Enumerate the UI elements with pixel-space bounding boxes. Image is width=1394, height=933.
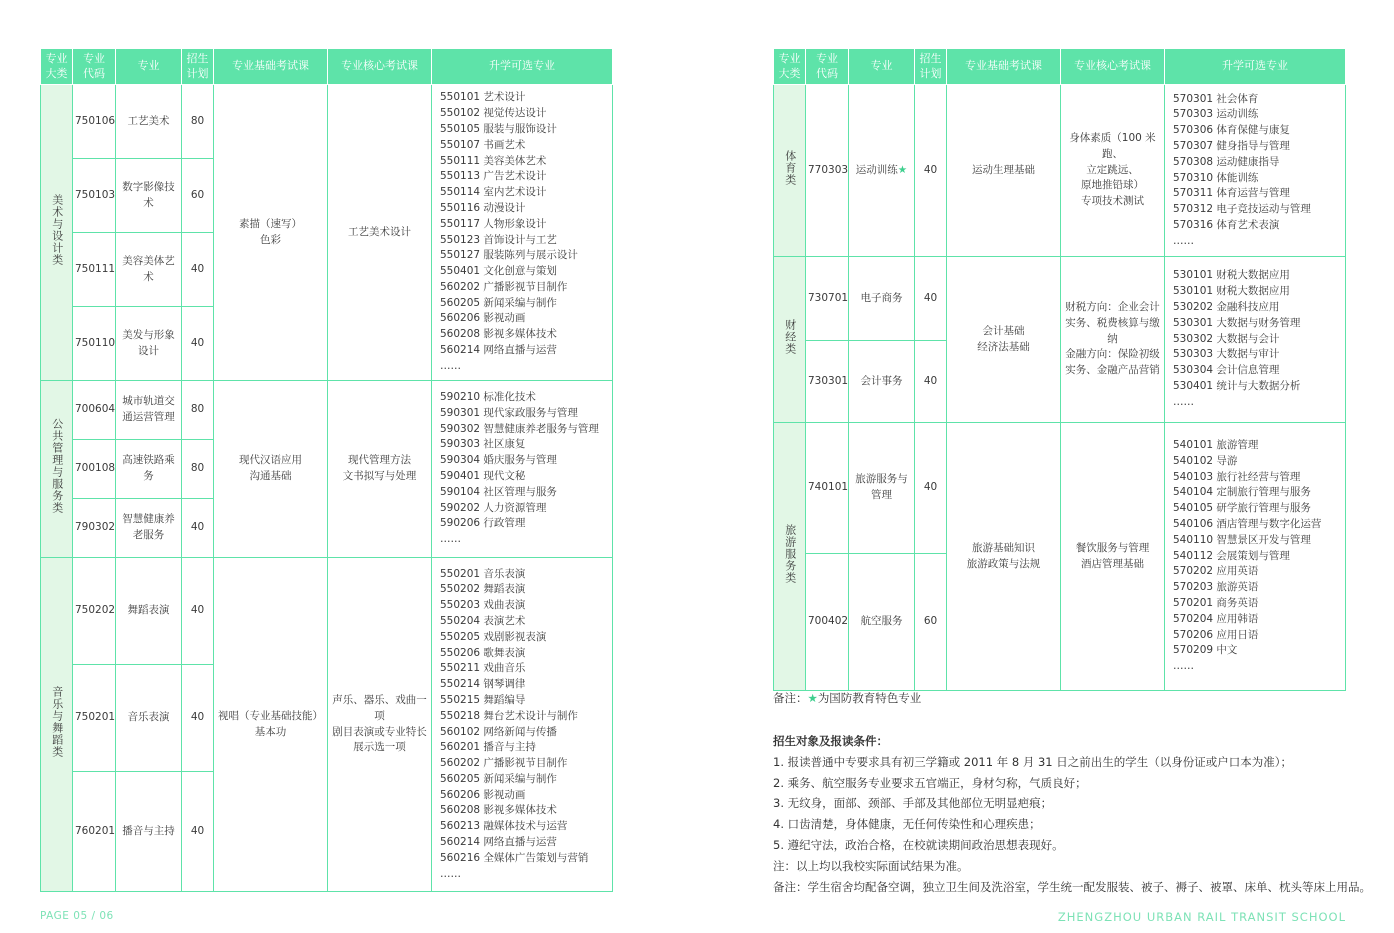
program-item: 560213 融媒体技术与运营: [440, 820, 568, 833]
base-course: 会计基础 经济法基础: [947, 257, 1061, 423]
star-icon: ★: [897, 163, 908, 176]
program-item: 540104 定制旅行管理与服务: [1173, 486, 1311, 499]
program-list: [1165, 85, 1346, 257]
major-code: 730701: [806, 257, 849, 341]
category-cell: [41, 381, 73, 558]
enrollment-plan: 60: [182, 159, 214, 233]
major-name-text: 播音与主持: [122, 824, 175, 837]
page-number: PAGE 05 / 06: [40, 910, 114, 922]
header-code: 专业 代码: [73, 49, 116, 85]
program-item: 570206 应用日语: [1173, 628, 1259, 641]
major-code: 750106: [73, 85, 116, 159]
major-name-text: 工艺美术: [127, 114, 170, 127]
major-name-text: 航空服务: [860, 615, 903, 628]
category-cell: [774, 257, 806, 423]
program-item: 550218 舞台艺术设计与制作: [440, 709, 578, 722]
enrollment-plan: 40: [915, 423, 947, 554]
program-item: 590210 标准化技术: [440, 391, 536, 404]
program-item: 550101 艺术设计: [440, 91, 526, 104]
program-item: 570201 商务英语: [1173, 596, 1259, 609]
program-item: ……: [1173, 234, 1194, 247]
major-code: 750201: [73, 665, 116, 772]
header-category: 专业 大类: [774, 49, 806, 85]
major-name: [116, 381, 182, 440]
major-name-text: 舞蹈表演: [127, 604, 170, 617]
condition-item: 1. 报读普通中专要求具有初三学籍或 2011 年 8 月 31 日之前出生的学生（以身份证或户口本为准）；: [773, 754, 1293, 769]
program-item: 550107 书画艺术: [440, 138, 526, 151]
major-code: 750111: [73, 233, 116, 307]
major-name: [849, 423, 915, 554]
major-name-text: 数字影像技术: [122, 180, 175, 209]
category-cell: [41, 558, 73, 892]
program-item: 550114 室内艺术设计: [440, 186, 547, 199]
program-item: 590206 行政管理: [440, 517, 526, 530]
category-label: 美术与设计类: [50, 193, 64, 266]
program-item: 530202 金融科技应用: [1173, 301, 1280, 313]
major-name: [116, 307, 182, 381]
enrollment-plan: 80: [182, 440, 214, 499]
category-label: 音乐与舞蹈类: [50, 685, 64, 758]
major-name: [116, 233, 182, 307]
program-list: [1165, 257, 1346, 423]
program-item: 560214 网络直播与运营: [440, 836, 557, 849]
program-item: 560202 广播影视节目制作: [440, 757, 568, 770]
program-item: 530304 会计信息管理: [1173, 364, 1280, 377]
program-item: 560201 播音与主持: [440, 741, 536, 754]
enrollment-plan: 40: [915, 257, 947, 341]
program-item: 570202 应用英语: [1173, 565, 1259, 578]
conditions-title: 招生对象及报读条件：: [773, 734, 888, 748]
program-item: 560205 新闻采编与制作: [440, 296, 557, 309]
program-item: 560205 新闻采编与制作: [440, 772, 557, 785]
core-course: 财税方向：企业会计 实务、税费核算与缴纳 金融方向：保险初级 实务、金融产品营销: [1061, 257, 1165, 423]
major-code: 750110: [73, 307, 116, 381]
major-name-text: 会计事务: [860, 374, 903, 387]
program-item: 550401 文化创意与策划: [440, 265, 557, 278]
header-core-course: 专业核心考试课: [1061, 49, 1165, 85]
major-name: [116, 665, 182, 772]
header-base-course: 专业基础考试课: [947, 49, 1061, 85]
program-item: 560206 影视动画: [440, 312, 526, 325]
header-category: 专业 大类: [41, 49, 73, 85]
program-item: 540102 导游: [1173, 454, 1238, 467]
program-item: 570209 中文: [1173, 644, 1238, 657]
program-item: 560216 全媒体广告策划与营销: [440, 851, 589, 864]
program-item: 570316 体育艺术表演: [1173, 218, 1280, 231]
major-code: 700604: [73, 381, 116, 440]
table-row: [774, 257, 1346, 341]
major-name-text: 电子商务: [860, 291, 903, 304]
major-code: 730301: [806, 341, 849, 423]
category-cell: [774, 85, 806, 257]
program-item: ……: [440, 359, 461, 372]
base-course: 视唱（专业基础技能） 基本功: [214, 558, 328, 892]
program-item: 570311 体育运营与管理: [1173, 187, 1290, 200]
enrollment-plan: 40: [182, 772, 214, 892]
major-name-text: 高速铁路乘务: [122, 454, 175, 482]
star-icon: ★: [807, 691, 818, 705]
major-code: 700402: [806, 554, 849, 691]
condition-item: 5. 遵纪守法，政治合格，在校就读期间政治思想表现好。: [773, 837, 1064, 852]
program-item: 550116 动漫设计: [440, 201, 526, 214]
major-name-text: 美发与形象 设计: [122, 328, 175, 357]
program-item: 550215 舞蹈编导: [440, 693, 526, 706]
program-list: [432, 558, 613, 892]
program-item: 530302 大数据与会计: [1173, 332, 1280, 345]
program-item: 530303 大数据与审计: [1173, 348, 1280, 361]
program-item: ……: [1173, 660, 1194, 673]
program-item: 590202 人力资源管理: [440, 501, 547, 514]
major-name-text: 旅游服务与 管理: [855, 473, 908, 501]
header-plan: 招生 计划: [915, 49, 947, 85]
right-table-header: [774, 49, 1346, 85]
admission-conditions: [773, 731, 1371, 897]
major-code: 750202: [73, 558, 116, 665]
right-table-body: [774, 85, 1346, 691]
program-item: 570203 旅游英语: [1173, 581, 1259, 594]
header-base-course: 专业基础考试课: [214, 49, 328, 85]
category-label: 旅游服务类: [783, 523, 797, 584]
major-name: [116, 159, 182, 233]
program-item: 570204 应用韩语: [1173, 612, 1259, 625]
major-code: 740101: [806, 423, 849, 554]
program-item: 550206 歌舞表演: [440, 646, 526, 659]
program-item: 550105 服装与服饰设计: [440, 122, 557, 135]
program-item: 550203 戏曲表演: [440, 599, 526, 612]
program-item: 560208 影视多媒体技术: [440, 328, 557, 341]
enrollment-plan: 40: [182, 307, 214, 381]
school-name: ZHENGZHOU URBAN RAIL TRANSIT SCHOOL: [1057, 910, 1346, 924]
program-item: ……: [1173, 395, 1194, 408]
program-item: 550127 服装陈列与展示设计: [440, 249, 578, 262]
category-label: 财经类: [783, 318, 797, 355]
enrollment-plan: 40: [915, 85, 947, 257]
category-label: 公共管理与服务类: [50, 418, 64, 515]
base-course: 旅游基础知识 旅游政策与法规: [947, 423, 1061, 691]
core-course: 声乐、器乐、戏曲一项 剧目表演或专业特长 展示选一项: [328, 558, 432, 892]
program-item: 590104 社区管理与服务: [440, 485, 557, 498]
enrollment-plan: 40: [182, 233, 214, 307]
base-course: 现代汉语应用 沟通基础: [214, 381, 328, 558]
program-item: 540103 旅行社经营与管理: [1173, 470, 1301, 483]
program-item: 530301 大数据与财务管理: [1173, 316, 1301, 329]
major-name: [849, 85, 915, 257]
program-item: 570307 健身指导与管理: [1173, 139, 1290, 152]
major-name: [116, 772, 182, 892]
base-course: 素描（速写） 色彩: [214, 85, 328, 381]
program-item: 570306 体育保健与康复: [1173, 124, 1290, 137]
enrollment-plan: 40: [182, 499, 214, 558]
right-admissions-table: [773, 48, 1346, 691]
condition-item: 4. 口齿清楚，身体健康，无任何传染性和心理疾患；: [773, 817, 1041, 832]
enrollment-plan: 60: [915, 554, 947, 691]
core-course: 工艺美术设计: [328, 85, 432, 381]
condition-note: 注：以上均以我校实际面试结果为准。: [773, 858, 969, 873]
category-label: 体育类: [783, 149, 797, 186]
program-item: 550202 舞蹈表演: [440, 583, 526, 596]
major-name: [116, 440, 182, 499]
dormitory-note: 备注：学生宿舍均配备空调，独立卫生间及洗浴室，学生统一配发服装、被子、褥子、被罩、床单、枕头等床上用品。: [773, 879, 1371, 894]
program-item: 540106 酒店管理与数字化运营: [1173, 518, 1322, 530]
program-item: 570301 社会体育: [1173, 92, 1259, 105]
header-major: 专业: [849, 49, 915, 85]
program-item: 590302 智慧健康养老服务与管理: [440, 422, 599, 435]
major-name: [116, 85, 182, 159]
program-item: 550113 广告艺术设计: [440, 170, 547, 183]
program-item: 530101 财税大数据应用: [1173, 269, 1290, 282]
program-item: 540101 旅游管理: [1173, 439, 1259, 452]
table-row: [774, 423, 1346, 554]
major-name-text: 美容美体艺术: [122, 254, 175, 283]
program-item: 570303 运动训练: [1173, 108, 1259, 121]
program-item: 560206 影视动画: [440, 788, 526, 801]
header-programs: 升学可选专业: [432, 49, 613, 85]
major-code: 770303: [806, 85, 849, 257]
program-item: 560202 广播影视节目制作: [440, 280, 568, 293]
enrollment-plan: 40: [915, 341, 947, 423]
major-code: 750103: [73, 159, 116, 233]
header-major: 专业: [116, 49, 182, 85]
enrollment-plan: 40: [182, 665, 214, 772]
program-item: 590303 社区康复: [440, 438, 526, 451]
program-item: ……: [440, 533, 461, 546]
header-plan: 招生 计划: [182, 49, 214, 85]
major-name: [116, 499, 182, 558]
header-programs: 升学可选专业: [1165, 49, 1346, 85]
base-course: 运动生理基础: [947, 85, 1061, 257]
program-item: 560208 影视多媒体技术: [440, 804, 557, 817]
condition-item: 2. 乘务、航空服务专业要求五官端正，身材匀称，气质良好；: [773, 775, 1087, 790]
footnote-prefix: 备注：: [773, 691, 808, 705]
major-name: [849, 257, 915, 341]
major-code: 760201: [73, 772, 116, 892]
program-item: 550117 人物形象设计: [440, 217, 547, 230]
category-cell: [774, 423, 806, 691]
core-course: 现代管理方法 文书拟写与处理: [328, 381, 432, 558]
program-item: 560102 网络新闻与传播: [440, 725, 557, 738]
core-course: 身体素质（100 米跑、 立定跳远、 原地推铅球） 专项技术测试: [1061, 85, 1165, 257]
program-item: 550211 戏曲音乐: [440, 662, 526, 675]
program-item: 590304 婚庆服务与管理: [440, 454, 557, 467]
major-name-text: 音乐表演: [127, 711, 170, 724]
program-item: 550205 戏剧影视表演: [440, 630, 547, 643]
program-item: 550102 视觉传达设计: [440, 107, 547, 120]
program-item: 570312 电子竞技运动与管理: [1173, 203, 1311, 216]
program-item: 550201 音乐表演: [440, 567, 526, 580]
table-row: [41, 558, 613, 665]
left-table-header: [41, 49, 613, 85]
major-name-text: 智慧健康养 老服务: [122, 513, 175, 541]
program-item: 590401 现代文秘: [440, 470, 526, 482]
program-item: ……: [440, 867, 461, 880]
major-name: [849, 554, 915, 691]
program-item: 570308 运动健康指导: [1173, 155, 1280, 168]
program-item: 560214 网络直播与运营: [440, 344, 557, 357]
table-row: [41, 85, 613, 159]
program-item: 590301 现代家政服务与管理: [440, 406, 578, 419]
left-admissions-table: [40, 48, 613, 892]
enrollment-plan: 80: [182, 381, 214, 440]
program-item: 550214 钢琴调律: [440, 678, 526, 691]
national-defense-footnote: [773, 690, 921, 706]
program-item: 550111 美容美体艺术: [440, 154, 547, 167]
enrollment-plan: 40: [182, 558, 214, 665]
program-item: 550123 首饰设计与工艺: [440, 233, 557, 246]
major-name-text: 城市轨道交 通运营管理: [122, 395, 175, 423]
program-item: 540112 会展策划与管理: [1173, 549, 1290, 562]
enrollment-plan: 80: [182, 85, 214, 159]
program-item: 570310 体能训练: [1173, 171, 1259, 184]
header-code: 专业 代码: [806, 49, 849, 85]
major-name: [849, 341, 915, 423]
program-list: [432, 85, 613, 381]
program-item: 530101 财税大数据应用: [1173, 285, 1290, 298]
major-code: 700108: [73, 440, 116, 499]
program-item: 540105 研学旅行管理与服务: [1173, 502, 1311, 515]
header-core-course: 专业核心考试课: [328, 49, 432, 85]
footnote-text: 为国防教育特色专业: [817, 691, 922, 705]
condition-item: 3. 无纹身，面部、颈部、手部及其他部位无明显疤痕；: [773, 796, 1053, 811]
major-name-text: 运动训练: [855, 163, 898, 176]
left-table-body: [41, 85, 613, 892]
category-cell: [41, 85, 73, 381]
table-row: [41, 381, 613, 440]
major-code: 790302: [73, 499, 116, 558]
program-item: 540110 智慧景区开发与管理: [1173, 533, 1311, 546]
program-item: 530401 统计与大数据分析: [1173, 379, 1301, 392]
table-row: [774, 85, 1346, 257]
core-course: 餐饮服务与管理 酒店管理基础: [1061, 423, 1165, 691]
program-list: [1165, 423, 1346, 691]
major-name: [116, 558, 182, 665]
program-list: [432, 381, 613, 558]
program-item: 550204 表演艺术: [440, 614, 526, 627]
